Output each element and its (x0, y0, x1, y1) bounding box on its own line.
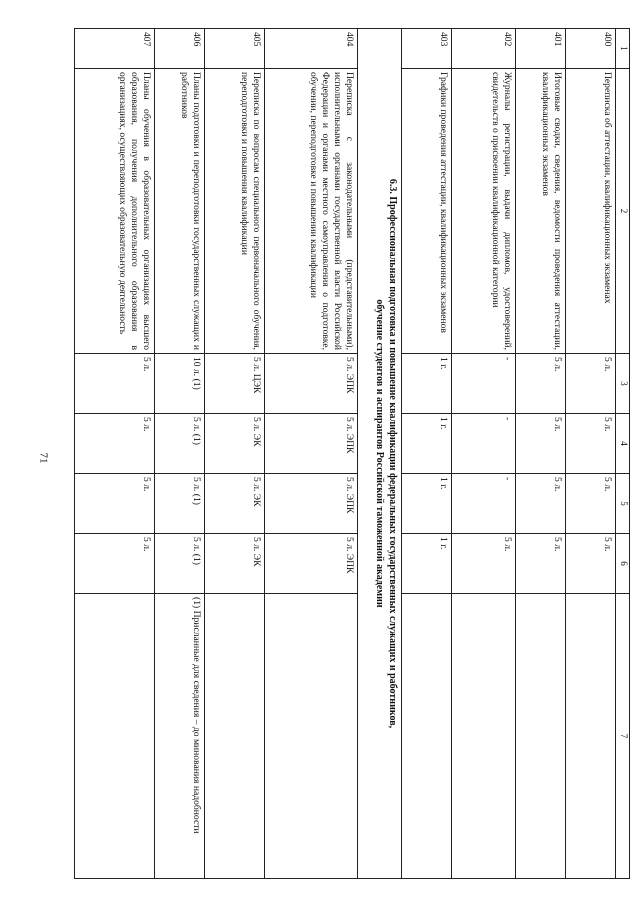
section-heading-row (357, 29, 401, 879)
notes-cell: (1) Присланные для сведения – до минования надобности (154, 594, 205, 879)
notes-cell (516, 594, 566, 879)
retention-cell: 5 л. (516, 534, 566, 594)
retention-cell: 5 л. ЭПК (264, 474, 357, 534)
section-heading-line: обучение студентов и аспирантов Российской таможенной академии (374, 299, 386, 608)
retention-cell: 10 л. (1) (154, 354, 205, 414)
table-row (205, 29, 265, 879)
article-number: 402 (452, 29, 516, 69)
document-type: Итоговые сводки, сведения, ведомости проведения аттестации, квалификационных экзаменов (516, 69, 566, 354)
retention-cell: 5 л. (566, 414, 616, 474)
column-number: 4 (615, 414, 629, 474)
retention-cell: 1 г. (401, 354, 452, 414)
document-type: Планы подготовки и переподготовки государственных служащих и работников (154, 69, 205, 354)
article-number: 403 (401, 29, 452, 69)
retention-cell: 5 л. ЭПК (264, 414, 357, 474)
notes-cell (452, 594, 516, 879)
retention-cell: 5 л. (75, 534, 155, 594)
column-number: 1 (615, 29, 629, 69)
retention-cell: 5 л. ЭПК (264, 354, 357, 414)
retention-cell: 5 л. ЭПК (264, 534, 357, 594)
section-heading (357, 29, 401, 879)
table-row (516, 29, 566, 879)
table-row (154, 29, 205, 879)
retention-cell: 1 г. (401, 474, 452, 534)
retention-cell: - (452, 414, 516, 474)
retention-cell: - (452, 474, 516, 534)
table-row (401, 29, 452, 879)
document-type: Переписка об аттестации, квалификационных экзаменах (566, 69, 616, 354)
column-number: 6 (615, 534, 629, 594)
document-type: Планы обучения в образовательных организациях высшего образования, получения дополнительного образования в организациях, осуществляющих образовательную деятельность (75, 69, 155, 354)
retention-cell: 5 л. (75, 474, 155, 534)
retention-cell: 5 л. (566, 534, 616, 594)
document-type: Переписка по вопросам специального первоначального обучения, переподготовки и повышения квалификации (205, 69, 265, 354)
column-number: 7 (615, 594, 629, 879)
article-number: 405 (205, 29, 265, 69)
page-number: 71 (37, 452, 50, 464)
article-number: 406 (154, 29, 205, 69)
retention-cell: 5 л. (516, 474, 566, 534)
document-type: Переписка с законодательными (представительными), исполнительными органами государственной власти Российской Федерации и органами местного самоуправления о подготовке, обучении, переподготовке и повышении квалификации (264, 69, 357, 354)
table-row (452, 29, 516, 879)
retention-cell: 5 л. (452, 534, 516, 594)
retention-cell: 5 л. (1) (154, 414, 205, 474)
retention-cell: 5 л. (75, 414, 155, 474)
retention-cell: 5 л. (516, 354, 566, 414)
document-type: Журналы регистрации, выдачи дипломов, удостоверений, свидетельств о присвоении квалификационной категории (452, 69, 516, 354)
notes-cell (401, 594, 452, 879)
notes-cell (566, 594, 616, 879)
document-type: Графики проведения аттестации, квалификационных экзаменов (401, 69, 452, 354)
article-number: 400 (566, 29, 616, 69)
retention-cell: 1 г. (401, 534, 452, 594)
notes-cell (264, 594, 357, 879)
retention-cell: - (452, 354, 516, 414)
article-number: 407 (75, 29, 155, 69)
table-row (75, 29, 155, 879)
section-heading-line: 6.3. Профессиональная подготовка и повышение квалификации федеральных государственных служащих и работников, (386, 178, 398, 729)
column-number: 2 (615, 69, 629, 354)
retention-cell: 5 л. ЦЭК (205, 354, 265, 414)
retention-cell: 5 л. (1) (154, 534, 205, 594)
retention-cell: 5 л. (566, 354, 616, 414)
retention-cell: 5 л. ЭК (205, 474, 265, 534)
column-number: 3 (615, 354, 629, 414)
retention-cell: 5 л. ЭК (205, 534, 265, 594)
column-number: 5 (615, 474, 629, 534)
retention-cell: 5 л. (75, 354, 155, 414)
retention-cell: 5 л. ЭК (205, 414, 265, 474)
retention-cell: 5 л. (566, 474, 616, 534)
article-number: 401 (516, 29, 566, 69)
retention-cell: 5 л. (516, 414, 566, 474)
records-table (74, 28, 630, 879)
rotated-page (74, 28, 630, 878)
notes-cell (205, 594, 265, 879)
notes-cell (75, 594, 155, 879)
column-numbers-row (615, 29, 629, 879)
article-number: 404 (264, 29, 357, 69)
retention-cell: 1 г. (401, 414, 452, 474)
table-row (566, 29, 616, 879)
table-row (264, 29, 357, 879)
retention-cell: 5 л. (1) (154, 474, 205, 534)
